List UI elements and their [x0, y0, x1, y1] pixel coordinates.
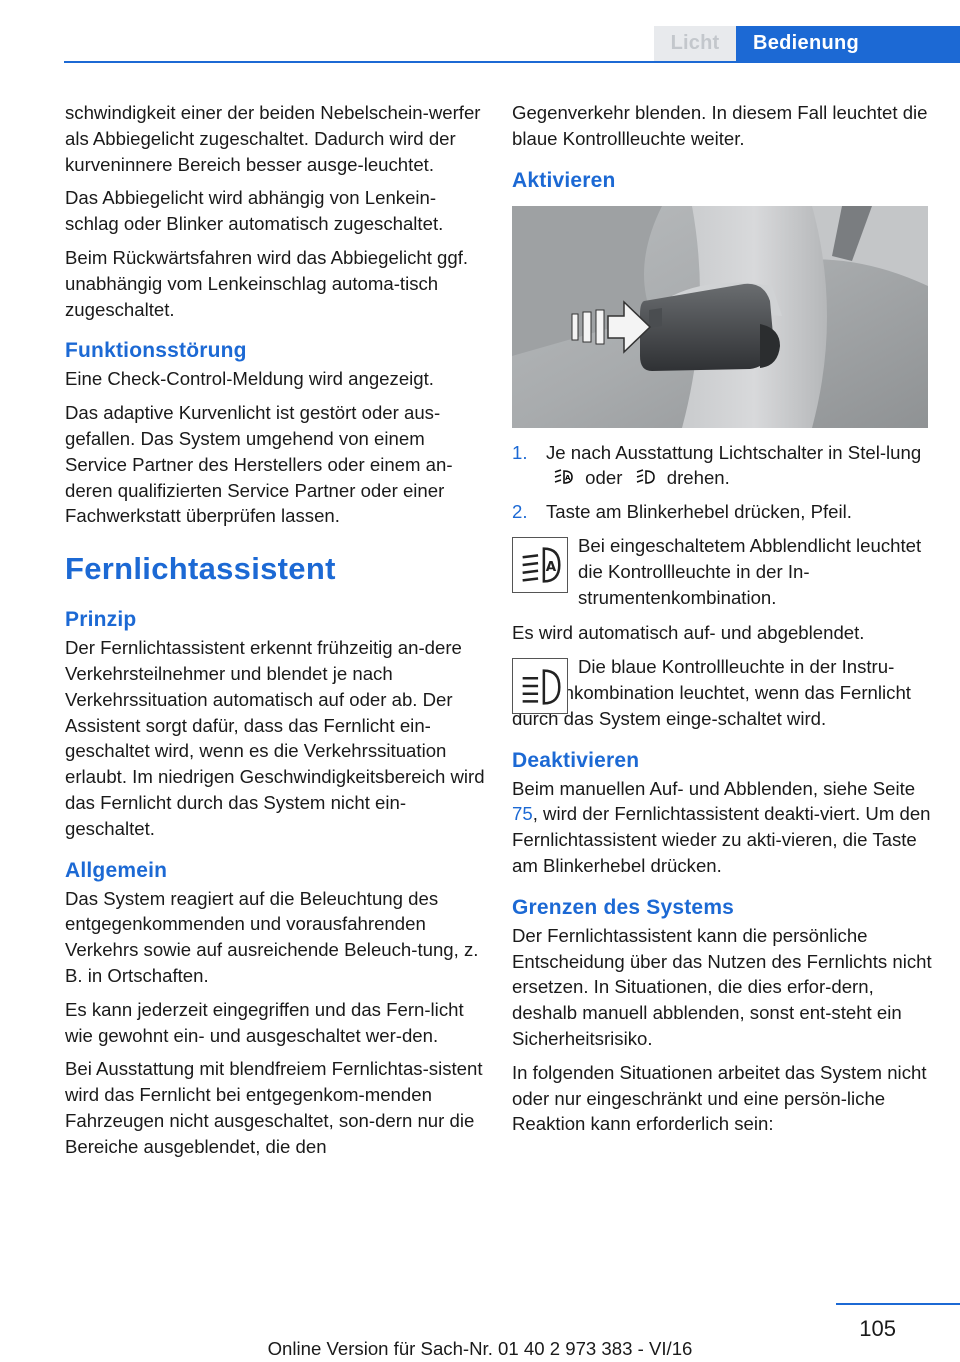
list-number: 1. [512, 441, 528, 463]
heading-aktivieren: Aktivieren [512, 168, 616, 192]
list-text: oder [585, 467, 623, 489]
page-header [0, 0, 960, 64]
paragraph: Eine Check-Control-Meldung wird angezeigt. [65, 368, 434, 390]
paragraph: In folgenden Situationen arbeitet das System nicht oder nur eingeschränkt und eine persön‐liche Reaktion kann erforderlich sein: [512, 1061, 927, 1135]
page-link-75[interactable]: 75 [512, 803, 533, 825]
high-beam-assistant-indicator-icon [512, 537, 568, 593]
paragraph: Bei Ausstattung mit blendfreiem Fernlichtas‐sistent wird das Fernlicht bei entgegenkom‐menden Fahrzeugen nicht ausgeschaltet, son‐dern nur die Bereiche ausgeblendet, die den [65, 1058, 483, 1157]
paragraph: Der Fernlichtassistent kann die persönliche Entscheidung über das Nutzen des Fernlichts nicht ersetzen. In Situationen, die dies erfor‐dern, deshalb manuell abblenden, sonst ent‐steht ein Sicherheitsrisiko. [512, 924, 932, 1049]
high-beam-indicator-icon [512, 658, 568, 714]
list-item [512, 440, 932, 492]
heading-grenzen: Grenzen des Systems [512, 895, 735, 919]
turn-signal-lever-photo [512, 206, 928, 428]
heading-deaktivieren: Deaktivieren [512, 748, 640, 772]
heading-allgemein: Allgemein [65, 858, 168, 882]
left-column [65, 100, 485, 1168]
list-item [512, 499, 932, 525]
paragraph: Beim Rückwärtsfahren wird das Abbiegelicht ggf. unabhängig vom Lenkeinschlag automa‐tisch zugeschaltet. [65, 246, 469, 320]
note-text: Bei eingeschaltetem Abblendlicht leuchtet die Kontrollleuchte in der In‐strumentenkombination. [578, 534, 922, 608]
heading-prinzip: Prinzip [65, 608, 137, 632]
paragraph: Der Fernlichtassistent erkennt frühzeitig an‐dere Verkehrsteilnehmer und blendet je nach Verkehrssituation automatisch auf oder ab. Der Assistent sorgt dafür, dass das Fernlicht ein‐geschaltet wird, wenn es die Verkehrssituation erlaubt. Im niedrigen Geschwindigkeitsbereich wird das Fernlicht durch das System nicht ein‐geschaltet. [65, 637, 485, 839]
heading-fernlichtassistent: Fernlichtassistent [65, 551, 336, 587]
paragraph: Beim manuellen Auf- und Abblenden, siehe Seite 75, wird der Fernlichtassistent deakti‐viert. Um den Fernlichtassistent wieder zu akti‐vieren, die Taste am Blinkerhebel drücken. [512, 777, 931, 876]
indicator-note [512, 654, 932, 731]
paragraph: Es wird automatisch auf- und abgeblendet. [512, 622, 865, 644]
low-beam-icon [634, 468, 656, 486]
svg-text:A: A [545, 558, 557, 575]
footer-version-line: Online Version für Sach-Nr. 01 40 2 973 383 - VI/16 [267, 1338, 693, 1359]
paragraph: Es kann jederzeit eingegriffen und das Fern‐licht wie gewohnt ein- und ausgeschaltet wer‐den. [65, 998, 464, 1046]
paragraph: Das System reagiert auf die Beleuchtung des entgegenkommenden und vorausfahrenden Verkehrs sowie auf ausreichende Beleuch‐tung, z. B. in Ortschaften. [65, 887, 479, 986]
list-text: Taste am Blinkerhebel drücken, Pfeil. [546, 501, 852, 523]
paragraph: Das adaptive Kurvenlicht ist gestört oder aus‐gefallen. Das System umgehend von einem Service Partner des Herstellers oder einem an‐deren qualifizierten Service Partner oder einer Fachwerkstatt überprüfen lassen. [65, 402, 453, 527]
paragraph: schwindigkeit einer der beiden Nebelschein‐werfer als Abbiegelicht zugeschaltet. Dadurch wird der kurveninnere Bereich besser ausge‐leuchtet. [65, 102, 481, 175]
right-column [512, 100, 932, 1145]
paragraph: Das Abbiegelicht wird abhängig von Lenkein‐schlag oder Blinker automatisch zugeschaltet. [65, 187, 444, 235]
chapter-tab-bedienung: Bedienung [736, 26, 960, 61]
list-text: drehen. [666, 467, 730, 489]
footer-rule [836, 1303, 960, 1305]
paragraph: Gegenverkehr blenden. In diesem Fall leuchtet die blaue Kontrollleuchte weiter. [512, 102, 928, 149]
section-tab-licht: Licht [654, 26, 736, 61]
list-number: 2. [512, 501, 528, 523]
header-rule [64, 61, 960, 63]
heading-funktionsstoerung: Funktionsstörung [65, 339, 247, 363]
auto-light-icon [552, 468, 574, 486]
page-number: 105 [859, 1316, 896, 1341]
indicator-note [512, 533, 932, 610]
svg-text:A: A [565, 474, 571, 483]
list-text: Je nach Ausstattung Lichtschalter in Stel‐lung [546, 441, 922, 463]
note-text: Die blaue Kontrollleuchte in der Instru‐mentenkombination leuchtet, wenn das Fernlicht durch das System einge‐schaltet wird. [512, 656, 911, 729]
